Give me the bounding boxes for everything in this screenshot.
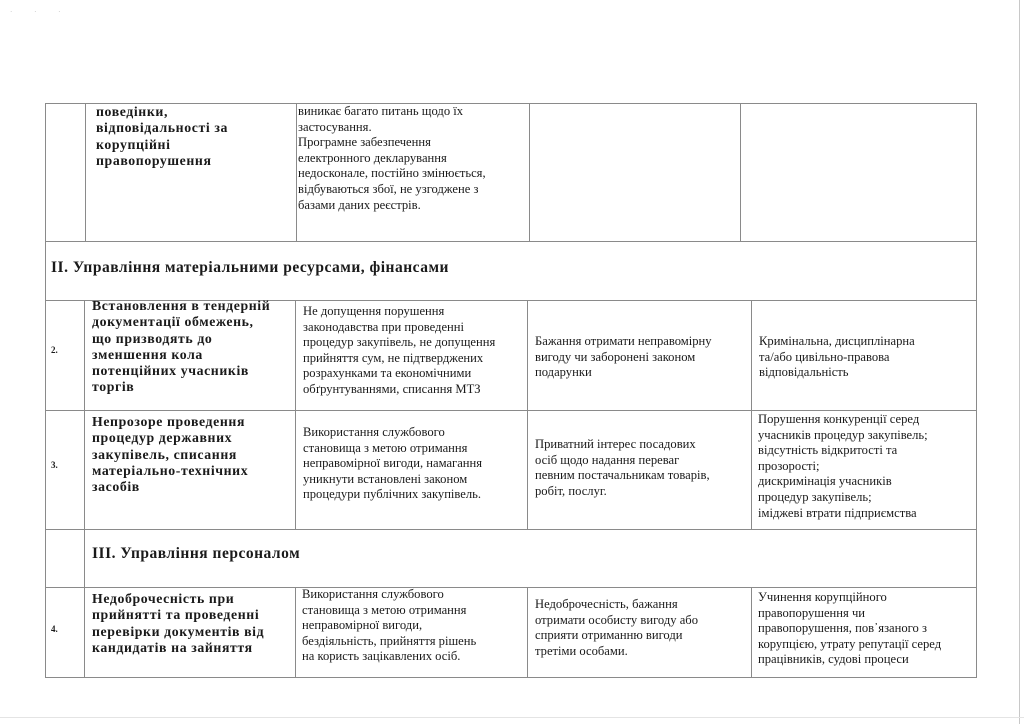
row-number: 3. <box>51 460 58 470</box>
factors-text: Не допущення порушення законодавства при проведенні процедур закупівель, не допущення прийняття сум, не підтверджених розрахунками та економічними обґрунтуваннями, списання МТЗ <box>303 304 496 396</box>
scan-marks: · · · <box>10 8 71 16</box>
reasons-text: Приватний інтерес посадових осіб щодо надання переваг певним постачальникам товарів, робіт, послуг. <box>535 437 710 498</box>
section-title: III. Управління персоналом <box>92 545 301 562</box>
consequences-text: Учинення корупційного правопорушення чи правопорушення, пов᾿язаного з корупцією, утрату репутації серед працівників, судові процеси <box>758 590 942 667</box>
consequences-text: Кримінальна, дисциплінарна та/або цивільно-правова відповідальність <box>759 334 915 380</box>
cell-number <box>45 529 85 588</box>
row-number: 4. <box>51 624 58 634</box>
scan-edge-right <box>1019 0 1020 724</box>
reasons-text: Бажання отримати неправомірну вигоду чи заборонені законом подарунки <box>535 334 712 380</box>
scan-edge-bottom <box>0 717 1024 718</box>
risk-text: Недоброчесність при прийнятті та проведенні перевірки документів від кандидатів на зайняття <box>92 591 265 655</box>
factors-text: Використання службового становища з метою отримання неправомірної вигоди, бездіяльність, прийняття рішень на користь зацікавлених осіб. <box>302 587 477 664</box>
risk-text: Встановлення в тендерній документації обмежень, що призводять до зменшення кола потенційних учасників торгів <box>92 298 271 395</box>
consequences-text: Порушення конкуренції серед учасників процедур закупівель; відсутність відкритості та прозорості; дискримінація учасників процедур закупівель; іміджеві втрати підприємства <box>758 412 928 520</box>
risk-text: Непрозоре проведення процедур державних закупівель, списання матеріально-технічних засобів <box>92 414 249 495</box>
factors-text: виникає багато питань щодо їх застосування. Програмне забезпечення електронного декларування недосконале, постійно змінюється, відбуваються збої, не узгоджене з базами даних реєстрів. <box>298 104 486 212</box>
reasons-text: Недоброчесність, бажання отримати особисту вигоду або сприяти отриманню вигоди третіми особами. <box>535 597 698 658</box>
factors-text: Використання службового становища з метою отримання неправомірної вигоди, намагання уникнути встановлені законом процедури публічних закупівель. <box>303 425 483 502</box>
risk-text: поведінки, відповідальності за корупційні правопорушення <box>96 104 228 168</box>
cell-consequences <box>740 103 977 242</box>
cell-number <box>45 103 86 242</box>
section-title: II. Управління матеріальними ресурсами, фінансами <box>51 259 449 276</box>
row-number: 2. <box>51 345 58 355</box>
cell-reasons <box>529 103 741 242</box>
